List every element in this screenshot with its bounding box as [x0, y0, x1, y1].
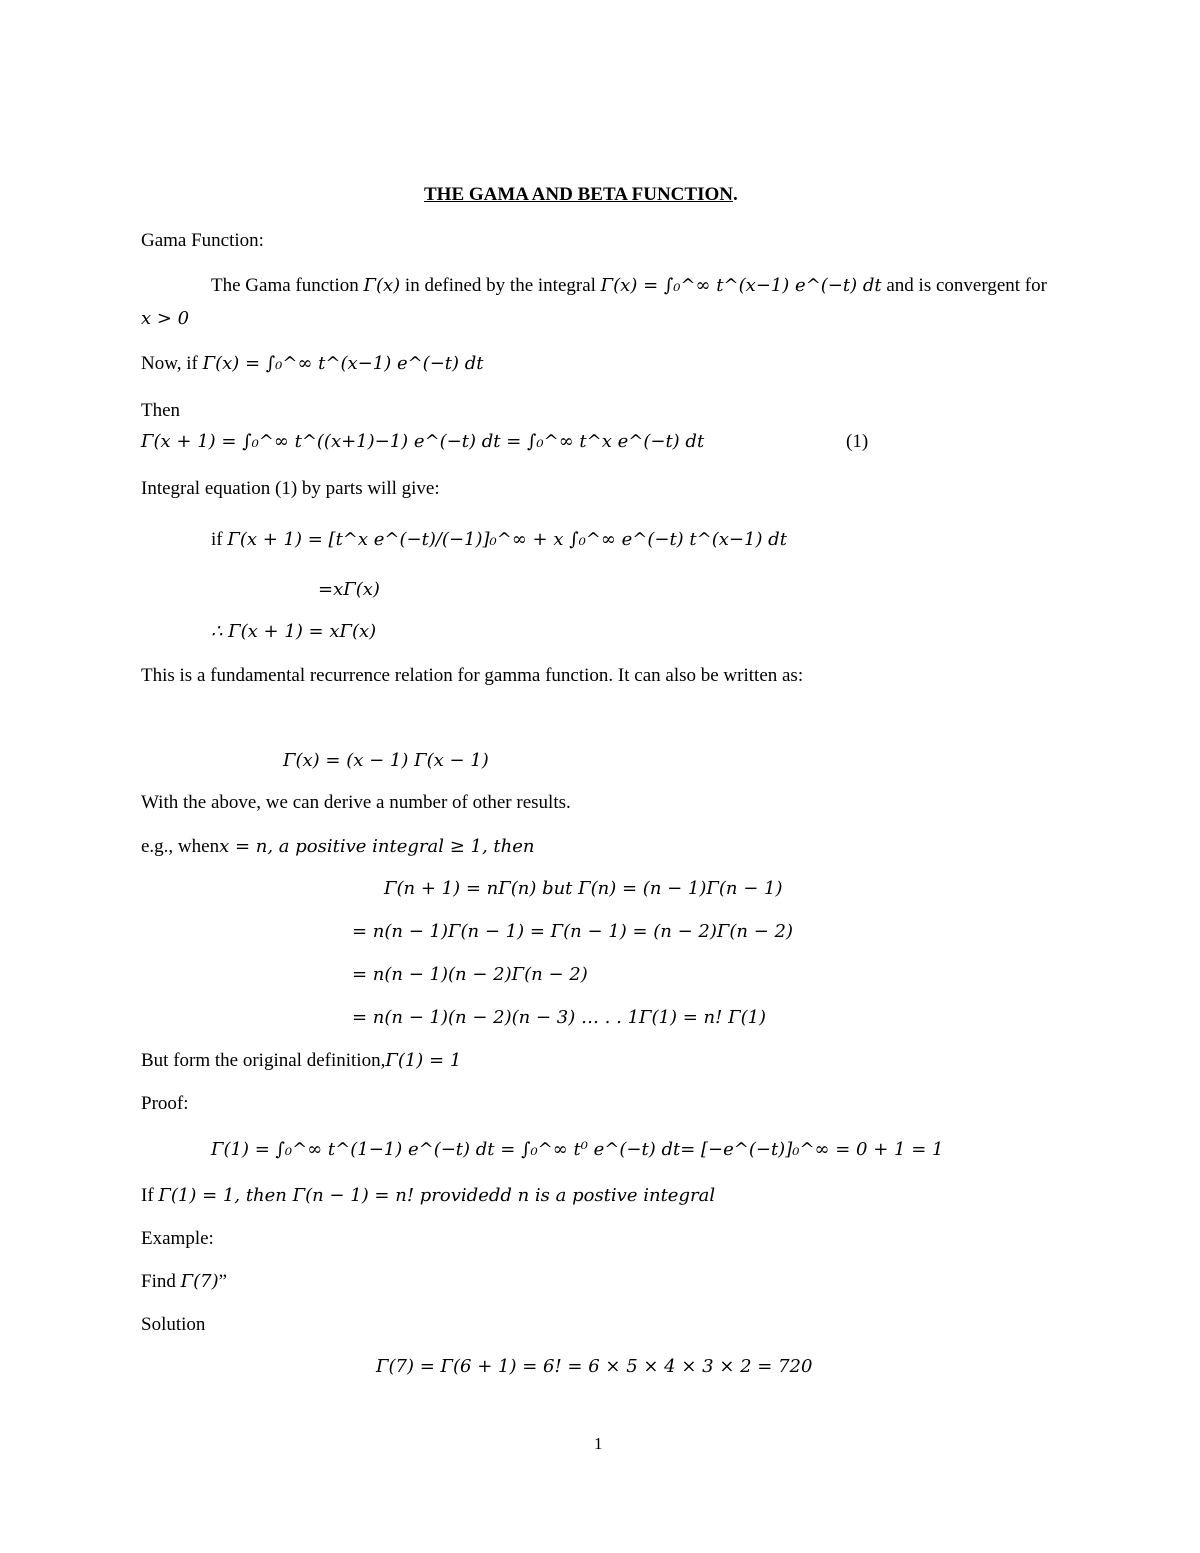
parts-math-1: Γ(x + 1) = [t^x e^(−t)/(−1)]₀^∞ + x ∫₀^∞ e^(−t) t^(x−1) dt — [227, 529, 787, 550]
parts-line-1 — [211, 529, 787, 552]
find-text: Find — [141, 1271, 181, 1292]
original-text: But form the original definition, — [141, 1050, 386, 1071]
original-math: Γ(1) = 1 — [385, 1050, 462, 1071]
if-math: Γ(1) = 1, then Γ(n − 1) = n! providedd n is a postive integral — [158, 1185, 716, 1206]
equation-1: Γ(x + 1) = ∫₀^∞ t^((x+1)−1) e^(−t) dt = ∫₀^∞ t^x e^(−t) dt — [141, 431, 705, 452]
proof-label: Proof: — [141, 1093, 189, 1114]
find-suffix: ” — [218, 1271, 228, 1292]
now-text: Now, if — [141, 353, 203, 374]
parts-math-2: =xΓ(x) — [318, 579, 380, 600]
by-parts-text: Integral equation (1) by parts will give: — [141, 478, 440, 499]
definition-line — [211, 275, 1047, 298]
chain-line-4: = n(n − 1)(n − 2)(n − 3) … . . 1Γ(1) = n! Γ(1) — [352, 1007, 767, 1028]
then-label: Then — [141, 400, 181, 421]
example-label: Example: — [141, 1228, 214, 1249]
chain-line-3: = n(n − 1)(n − 2)Γ(n − 2) — [352, 964, 588, 985]
def-math-1: Γ(x) — [363, 275, 401, 296]
recurrence-text: This is a fundamental recurrence relation for gamma function. It can also be written as: — [141, 665, 804, 686]
proof-equation: Γ(1) = ∫₀^∞ t^(1−1) e^(−t) dt = ∫₀^∞ t⁰ e^(−t) dt= [−e^(−t)]₀^∞ = 0 + 1 = 1 — [211, 1139, 944, 1160]
recurrence-equation: Γ(x) = (x − 1) Γ(x − 1) — [283, 750, 489, 771]
gama-heading: Gama Function: — [141, 230, 264, 251]
find-line — [141, 1271, 227, 1294]
now-math: Γ(x) = ∫₀^∞ t^(x−1) e^(−t) dt — [202, 353, 484, 374]
title-dot: . — [732, 184, 738, 205]
if-line — [141, 1185, 715, 1208]
find-math: Γ(7) — [180, 1271, 219, 1292]
def-text-3: and is convergent for — [881, 275, 1047, 296]
parts-if: if — [211, 529, 228, 550]
document-title — [424, 184, 738, 207]
title-text: THE GAMA AND BETA FUNCTION — [424, 184, 733, 205]
def-text-2: in defined by the integral — [400, 275, 601, 296]
def-text-1: The Gama function — [211, 275, 364, 296]
def-math-2: Γ(x) = ∫₀^∞ t^(x−1) e^(−t) dt — [600, 275, 882, 296]
chain-line-2: = n(n − 1)Γ(n − 1) = Γ(n − 1) = (n − 2)Γ(n − 2) — [352, 921, 793, 942]
definition-condition: x > 0 — [141, 308, 190, 329]
page-number: 1 — [594, 1434, 603, 1453]
equation-1-number: (1) — [846, 431, 869, 452]
solution-equation: Γ(7) = Γ(6 + 1) = 6! = 6 × 5 × 4 × 3 × 2 = 720 — [376, 1356, 813, 1377]
eg-math: x = n, a positive integral ≥ 1, then — [219, 836, 535, 857]
solution-label: Solution — [141, 1314, 206, 1335]
derive-text: With the above, we can derive a number of other results. — [141, 792, 571, 813]
if-text: If — [141, 1185, 159, 1206]
eg-line — [141, 836, 535, 859]
eg-text: e.g., when — [141, 836, 220, 857]
parts-math-3: ∴ Γ(x + 1) = xΓ(x) — [211, 621, 377, 642]
now-line — [141, 353, 484, 376]
original-line — [141, 1050, 461, 1073]
chain-line-1: Γ(n + 1) = nΓ(n) but Γ(n) = (n − 1)Γ(n − 1) — [384, 878, 783, 899]
